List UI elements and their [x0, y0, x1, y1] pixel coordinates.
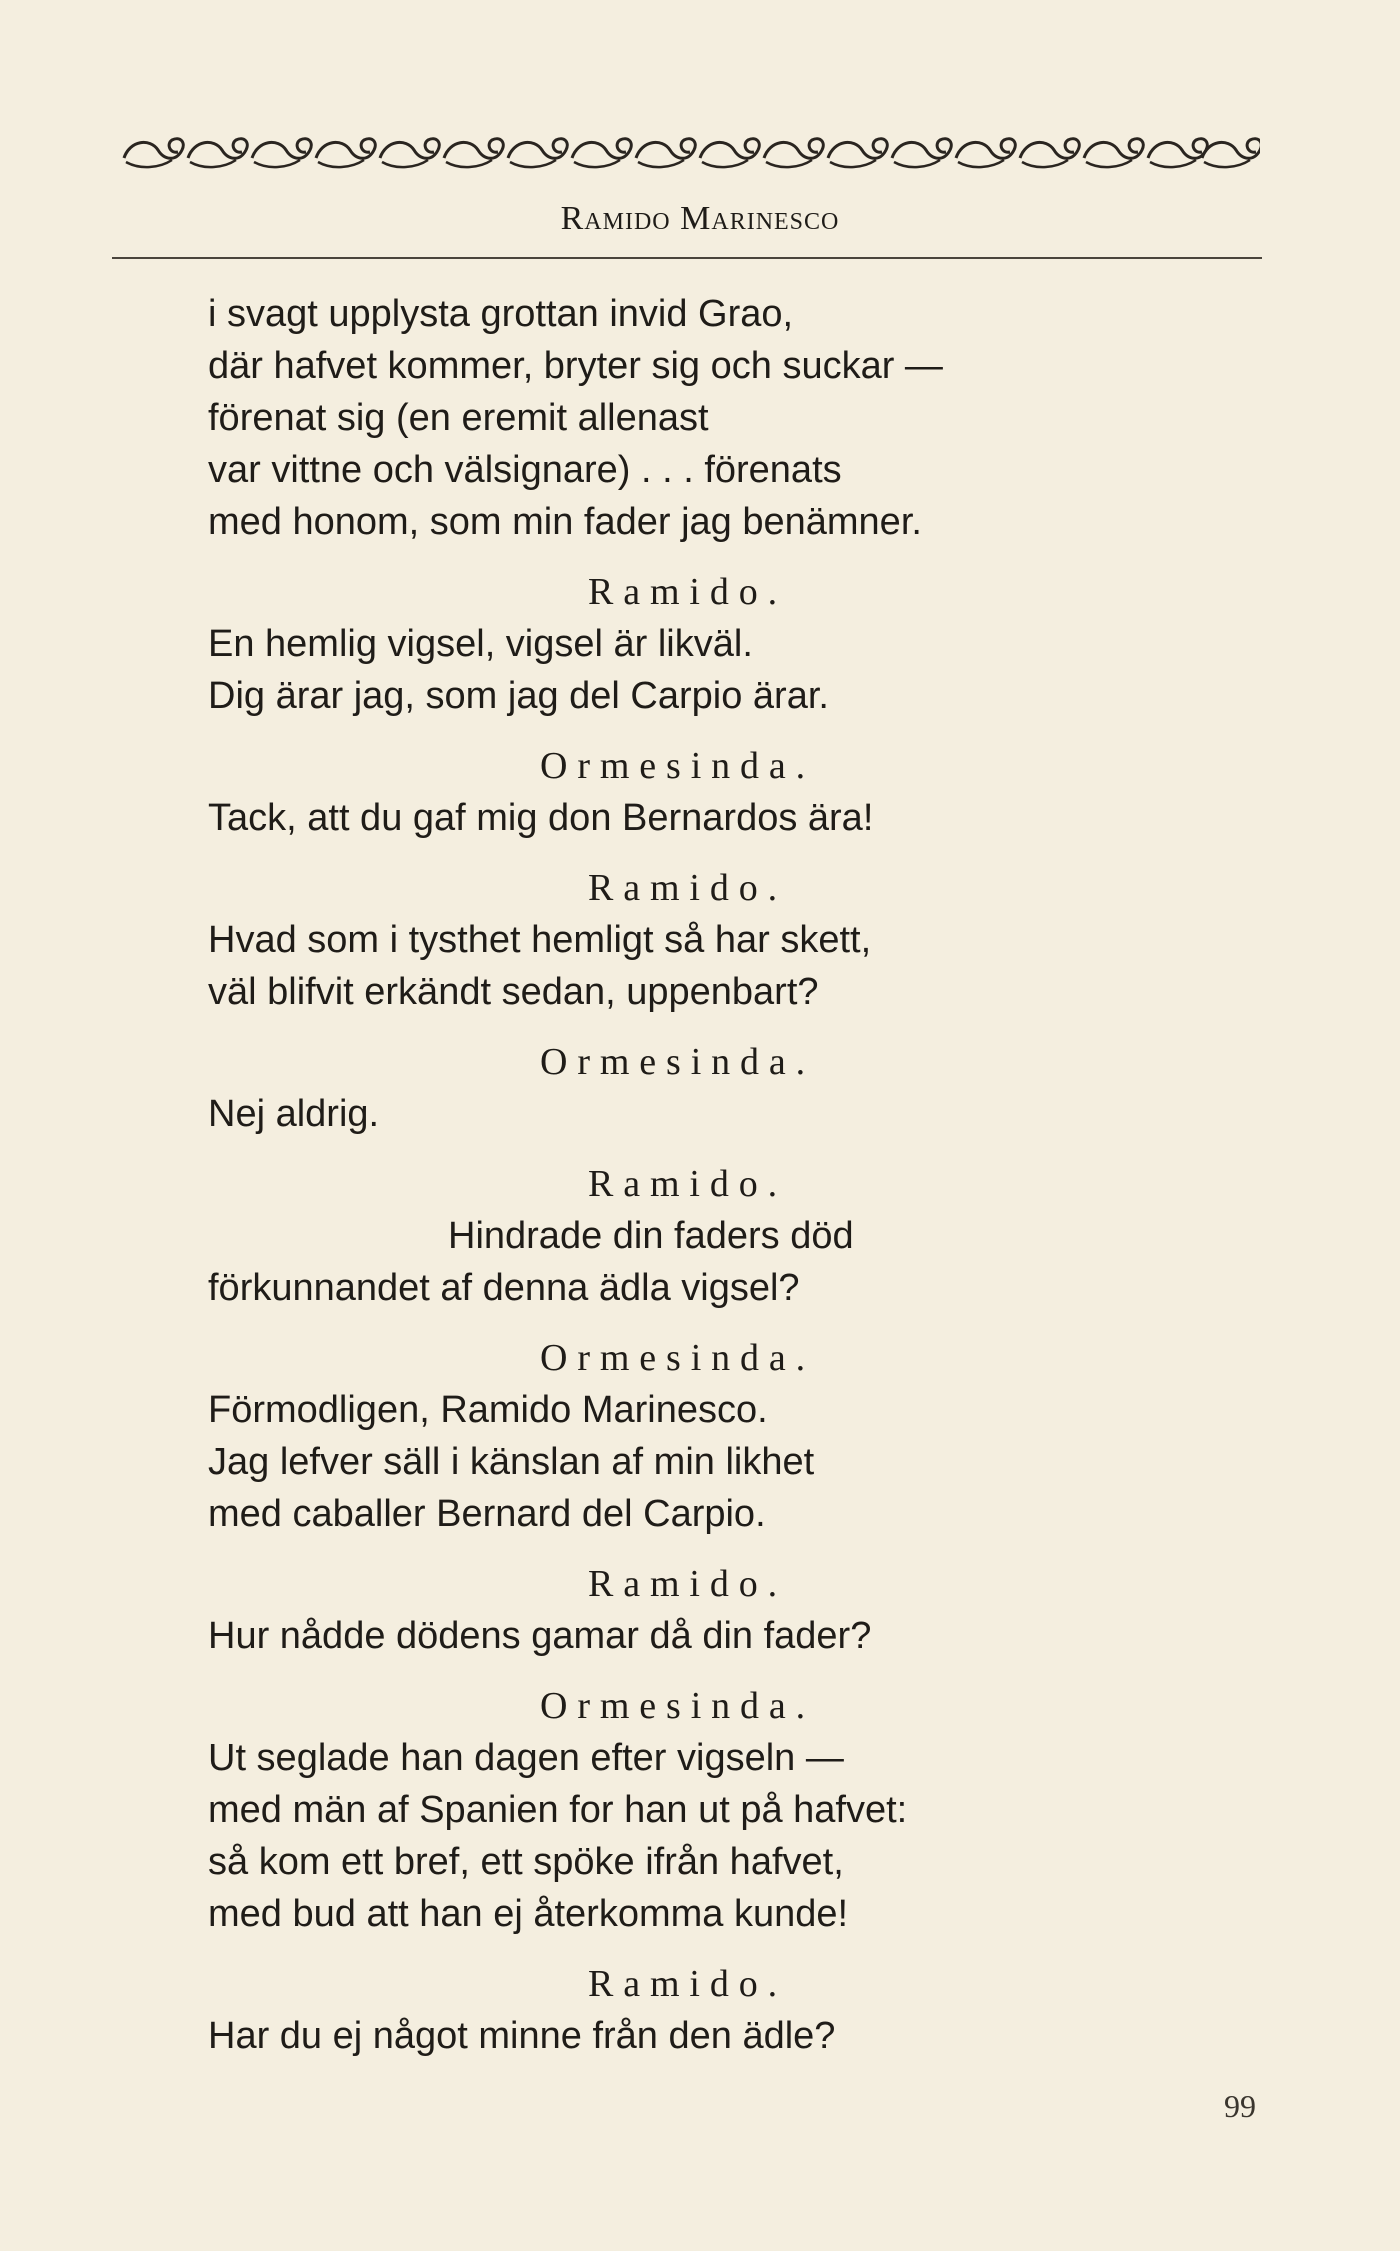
verse-line: i svagt upplysta grottan invid Grao, — [208, 293, 794, 335]
verse-line: Hur nådde dödens gamar då din fader? — [208, 1615, 872, 1657]
running-head: Ramido Marinesco — [560, 200, 840, 237]
verse-line: med honom, som min fader jag benämner. — [208, 501, 922, 543]
verse-line: med män af Spanien for han ut på hafvet: — [208, 1789, 908, 1831]
verse-line: Förmodligen, Ramido Marinesco. — [208, 1389, 768, 1431]
verse-line: En hemlig vigsel, vigsel är likväl. — [208, 623, 753, 665]
verse-line: Hindrade din faders död — [448, 1215, 854, 1257]
verse-line: med bud att han ej återkomma kunde! — [208, 1893, 849, 1935]
verse-line: förkunnandet af denna ädla vigsel? — [208, 1267, 800, 1309]
speaker-name: Ormesinda. — [540, 1041, 816, 1083]
header-rule — [112, 257, 1262, 259]
verse-line: Ut seglade han dagen efter vigseln — — [208, 1737, 844, 1779]
speaker-name: Ormesinda. — [540, 1685, 816, 1727]
verse-line: där hafvet kommer, bryter sig och suckar — — [208, 345, 943, 387]
speaker-name: Ramido. — [588, 571, 787, 613]
verse-line: med caballer Bernard del Carpio. — [208, 1493, 766, 1535]
verse-line: var vittne och välsignare) . . . förenats — [208, 449, 842, 491]
verse-line: förenat sig (en eremit allenast — [208, 397, 709, 439]
verse-line: väl blifvit erkändt sedan, uppenbart? — [208, 971, 819, 1013]
speaker-name: Ramido. — [588, 1163, 787, 1205]
speaker-name: Ormesinda. — [540, 1337, 816, 1379]
verse-line: Har du ej något minne från den ädle? — [208, 2015, 836, 2057]
verse-line: Dig ärar jag, som jag del Carpio ärar. — [208, 675, 829, 717]
verse-line: Hvad som i tysthet hemligt så har skett, — [208, 919, 872, 961]
speaker-name: Ramido. — [588, 1563, 787, 1605]
speaker-name: Ramido. — [588, 1963, 787, 2005]
verse-line: Jag lefver säll i känslan af min likhet — [208, 1441, 815, 1483]
page-number: 99 — [1224, 2088, 1256, 2124]
decorative-border-ornament — [120, 128, 1260, 180]
speaker-name: Ormesinda. — [540, 745, 816, 787]
verse-line: så kom ett bref, ett spöke ifrån hafvet, — [208, 1841, 844, 1883]
verse-text — [208, 288, 1108, 2062]
verse-line: Tack, att du gaf mig don Bernardos ära! — [208, 797, 874, 839]
speaker-name: Ramido. — [588, 867, 787, 909]
verse-line: Nej aldrig. — [208, 1093, 380, 1135]
